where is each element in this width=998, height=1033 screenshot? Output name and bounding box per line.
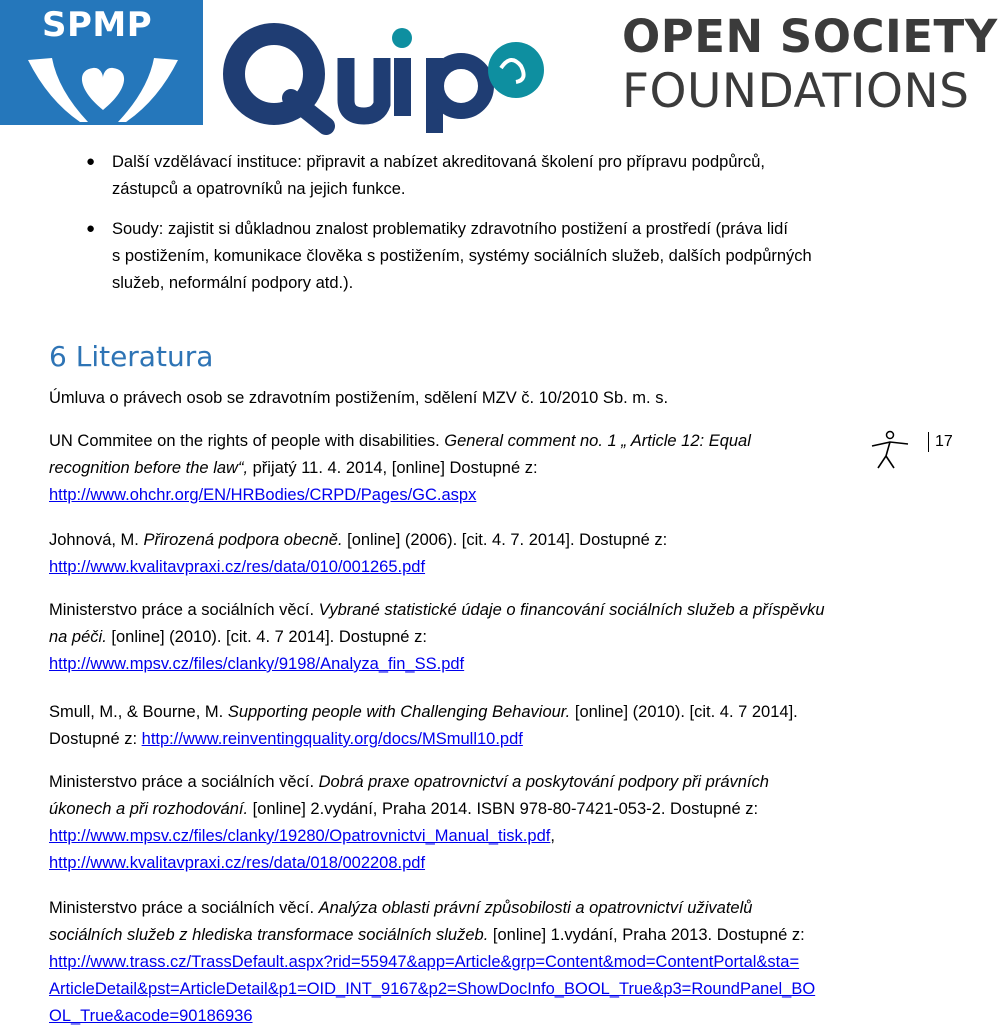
- ref-5-available: Dostupné z:: [49, 730, 142, 748]
- ref-4-title: Vybrané statistické údaje o financování sociálních služeb a příspěvku: [318, 601, 825, 619]
- ref-6-comma: ,: [550, 827, 555, 845]
- reference-6-line-2: [49, 795, 758, 823]
- ref-7-link-part-3[interactable]: OL_True&acode=90186936: [49, 1007, 253, 1025]
- reference-6-line-4: [49, 849, 425, 877]
- reference-2-line-1: [49, 427, 751, 455]
- reference-2-line-3: [49, 481, 476, 509]
- bullet-2-line-3: služeb, neformální podpory atd.).: [112, 274, 354, 292]
- ref-6-author: Ministerstvo práce a sociálních věcí.: [49, 773, 319, 791]
- ref-2-details: přijatý 11. 4. 2014, [online] Dostupné z:: [248, 459, 538, 477]
- ref-4-author: Ministerstvo práce a sociálních věcí.: [49, 601, 319, 619]
- ref-6-link-1[interactable]: http://www.mpsv.cz/files/clanky/19280/Opatrovnictvi_Manual_tisk.pdf: [49, 827, 551, 845]
- ref-7-link-part-1[interactable]: http://www.trass.cz/TrassDefault.aspx?rid=55947&app=Article&grp=Content&mod=ContentPortal&sta=: [49, 953, 800, 971]
- bullet-2-line-2: s postižením, komunikace člověka s postižením, systémy sociálních služeb, dalších podpůrných: [112, 247, 812, 265]
- ref-6-title-cont: úkonech a při rozhodování.: [49, 800, 249, 818]
- section-heading: 6 Literatura: [49, 340, 214, 373]
- reference-6-line-1: [49, 768, 769, 796]
- reference-4-line-1: [49, 596, 825, 624]
- ref-4-title-cont: na péči.: [49, 628, 107, 646]
- bullet-icon: ●: [86, 220, 96, 237]
- ref-6-link-2[interactable]: http://www.kvalitavpraxi.cz/res/data/018/002208.pdf: [49, 854, 426, 872]
- reference-3-line-2: [49, 553, 425, 581]
- ref-3-link[interactable]: http://www.kvalitavpraxi.cz/res/data/010/001265.pdf: [49, 558, 426, 576]
- reference-7-line-4: [49, 975, 815, 1003]
- reference-3-line-1: [49, 526, 667, 554]
- ref-3-author: Johnová, M.: [49, 531, 144, 549]
- ref-3-details: [online] (2006). [cit. 4. 7. 2014]. Dostupné z:: [342, 531, 668, 549]
- reference-7-line-2: [49, 921, 805, 949]
- ref-5-author: Smull, M., & Bourne, M.: [49, 703, 228, 721]
- reference-7-line-5: [49, 1002, 253, 1030]
- ref-5-title: Supporting people with Challenging Behaviour.: [227, 703, 571, 721]
- ref-5-details: [online] (2010). [cit. 4. 7 2014].: [570, 703, 798, 721]
- osf-logo-line1: OPEN SOCIETY: [622, 10, 998, 63]
- ref-2-link[interactable]: http://www.ohchr.org/EN/HRBodies/CRPD/Pages/GC.aspx: [49, 486, 477, 504]
- osf-logo-line2: FOUNDATIONS: [622, 64, 970, 119]
- page-number: 17: [928, 432, 953, 452]
- ref-7-author: Ministerstvo práce a sociálních věcí.: [49, 899, 319, 917]
- ref-7-title: Analýza oblasti právní způsobilosti a opatrovnictví uživatelů: [318, 899, 753, 917]
- reference-4-line-3: [49, 650, 464, 678]
- ref-4-details: [online] (2010). [cit. 4. 7 2014]. Dostupné z:: [106, 628, 427, 646]
- ref-7-link-part-2[interactable]: ArticleDetail&pst=ArticleDetail&p1=OID_INT_9167&p2=ShowDocInfo_BOOL_True&p3=RoundPanel_BO: [49, 980, 816, 998]
- reference-5-line-2: [49, 725, 523, 753]
- ref-6-details: [online] 2.vydání, Praha 2014. ISBN 978-80-7421-053-2. Dostupné z:: [248, 800, 759, 818]
- ref-3-title: Přirozená podpora obecně.: [143, 531, 343, 549]
- ref-2-title-cont: recognition before the law“,: [49, 459, 249, 477]
- quip-logo: [216, 8, 546, 133]
- ref-6-title: Dobrá praxe opatrovnictví a poskytování podpory při právních: [318, 773, 769, 791]
- ref-7-details: [online] 1.vydání, Praha 2013. Dostupné z:: [488, 926, 805, 944]
- reference-7-line-1: [49, 894, 752, 922]
- reference-1: Úmluva o právech osob se zdravotním postižením, sdělení MZV č. 10/2010 Sb. m. s.: [49, 389, 669, 407]
- reference-7-line-3: [49, 948, 799, 976]
- hands-heart-icon: [18, 40, 188, 125]
- ref-2-title: General comment no. 1 „ Article 12: Equal: [444, 432, 751, 450]
- reference-5-line-1: [49, 698, 798, 726]
- reference-2-line-2: [49, 454, 538, 482]
- ref-4-link[interactable]: http://www.mpsv.cz/files/clanky/9198/Analyza_fin_SS.pdf: [49, 655, 465, 673]
- bullet-2-line-1: Soudy: zajistit si důkladnou znalost problematiky zdravotního postižení a prostředí (práva lidí: [112, 220, 788, 238]
- bullet-1-line-1: Další vzdělávací instituce: připravit a nabízet akreditovaná školení pro přípravu podpůrců,: [112, 153, 766, 171]
- ref-5-link[interactable]: http://www.reinventingquality.org/docs/MSmull10.pdf: [141, 730, 523, 748]
- spmp-logo: [0, 0, 203, 125]
- person-icon: [868, 430, 914, 470]
- spmp-logo-text: SPMP: [42, 5, 153, 45]
- ref-7-title-cont: sociálních služeb z hlediska transformace sociálních služeb.: [49, 926, 489, 944]
- quip-logo-graphic: [216, 8, 546, 133]
- reference-6-line-3: [49, 822, 555, 850]
- reference-4-line-2: [49, 623, 427, 651]
- ref-2-author: UN Commitee on the rights of people with disabilities.: [49, 432, 445, 450]
- bullet-icon: ●: [86, 153, 96, 170]
- bullet-1-line-2: zástupců a opatrovníků na jejich funkce.: [112, 180, 406, 198]
